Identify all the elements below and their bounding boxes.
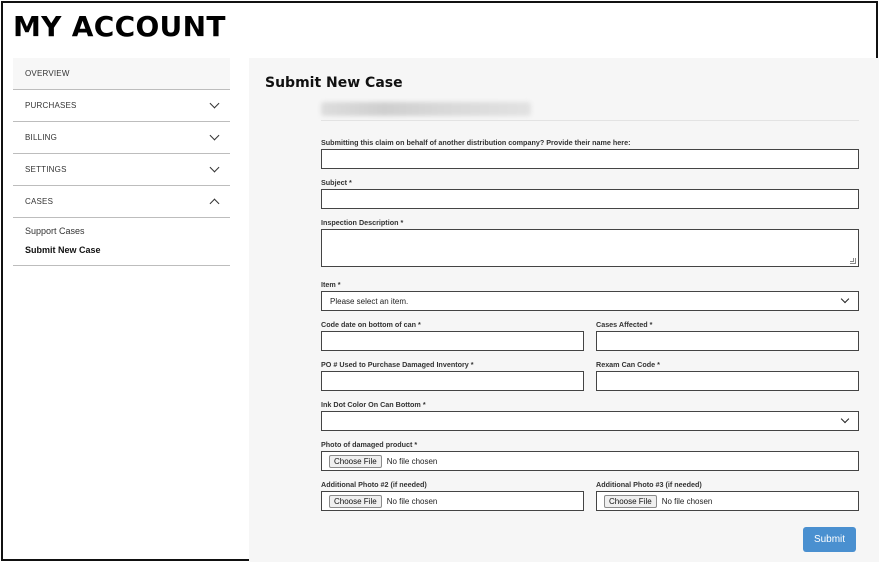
item-select[interactable]	[321, 291, 859, 311]
page-title: MY ACCOUNT	[13, 10, 226, 43]
ink-dot-label: Ink Dot Color On Can Bottom *	[321, 400, 426, 409]
chevron-down-icon	[210, 99, 220, 109]
ink-dot-select[interactable]	[321, 411, 859, 431]
sidebar-item-label: PURCHASES	[25, 101, 77, 110]
sidebar-item-billing[interactable]	[13, 122, 230, 154]
po-input[interactable]	[321, 371, 584, 391]
main-panel	[249, 58, 879, 562]
file-status: No file chosen	[661, 496, 713, 506]
chevron-down-icon	[210, 131, 220, 141]
chevron-down-icon	[210, 163, 220, 173]
item-select-value: Please select an item.	[330, 296, 409, 306]
photo-file-input[interactable]	[321, 451, 859, 471]
photo3-label: Additional Photo #3 (if needed)	[596, 480, 702, 489]
description-label: Inspection Description *	[321, 218, 404, 227]
sidebar-item-purchases[interactable]	[13, 90, 230, 122]
chevron-down-icon	[841, 295, 849, 303]
description-textarea[interactable]	[321, 229, 859, 267]
sidebar-item-label: BILLING	[25, 133, 58, 142]
sidebar-nav	[13, 58, 230, 266]
rexam-code-label: Rexam Can Code *	[596, 360, 660, 369]
form-title: Submit New Case	[265, 75, 403, 91]
submit-button[interactable]: Submit	[803, 527, 856, 552]
subject-input[interactable]	[321, 189, 859, 209]
photo3-file-input[interactable]	[596, 491, 859, 511]
divider	[321, 120, 859, 121]
photo-label: Photo of damaged product *	[321, 440, 418, 449]
redacted-text	[321, 102, 531, 116]
cases-affected-input[interactable]	[596, 331, 859, 351]
chevron-down-icon	[841, 415, 849, 423]
rexam-code-input[interactable]	[596, 371, 859, 391]
resize-handle-icon[interactable]	[850, 258, 856, 264]
sidebar-item-cases[interactable]	[13, 186, 230, 218]
sidebar-link-submit-new-case[interactable]: Submit New Case	[25, 245, 101, 255]
file-status: No file chosen	[386, 496, 438, 506]
cases-submenu	[13, 218, 230, 266]
choose-file-button[interactable]: Choose File	[329, 455, 382, 468]
sidebar-item-label: OVERVIEW	[25, 69, 70, 78]
sidebar-item-overview[interactable]	[13, 58, 230, 90]
photo2-file-input[interactable]	[321, 491, 584, 511]
code-date-input[interactable]	[321, 331, 584, 351]
choose-file-button[interactable]: Choose File	[604, 495, 657, 508]
choose-file-button[interactable]: Choose File	[329, 495, 382, 508]
chevron-up-icon	[210, 199, 220, 209]
behalf-company-input[interactable]	[321, 149, 859, 169]
sidebar-link-support-cases[interactable]: Support Cases	[25, 226, 85, 236]
window-frame	[1, 1, 878, 561]
cases-affected-label: Cases Affected *	[596, 320, 653, 329]
subject-label: Subject *	[321, 178, 352, 187]
sidebar-item-label: SETTINGS	[25, 165, 67, 174]
item-label: Item *	[321, 280, 341, 289]
file-status: No file chosen	[386, 456, 438, 466]
po-label: PO # Used to Purchase Damaged Inventory *	[321, 360, 474, 369]
photo2-label: Additional Photo #2 (if needed)	[321, 480, 427, 489]
behalf-label: Submitting this claim on behalf of another distribution company? Provide their name here:	[321, 138, 631, 147]
sidebar-item-label: CASES	[25, 197, 54, 206]
code-date-label: Code date on bottom of can *	[321, 320, 421, 329]
sidebar-item-settings[interactable]	[13, 154, 230, 186]
